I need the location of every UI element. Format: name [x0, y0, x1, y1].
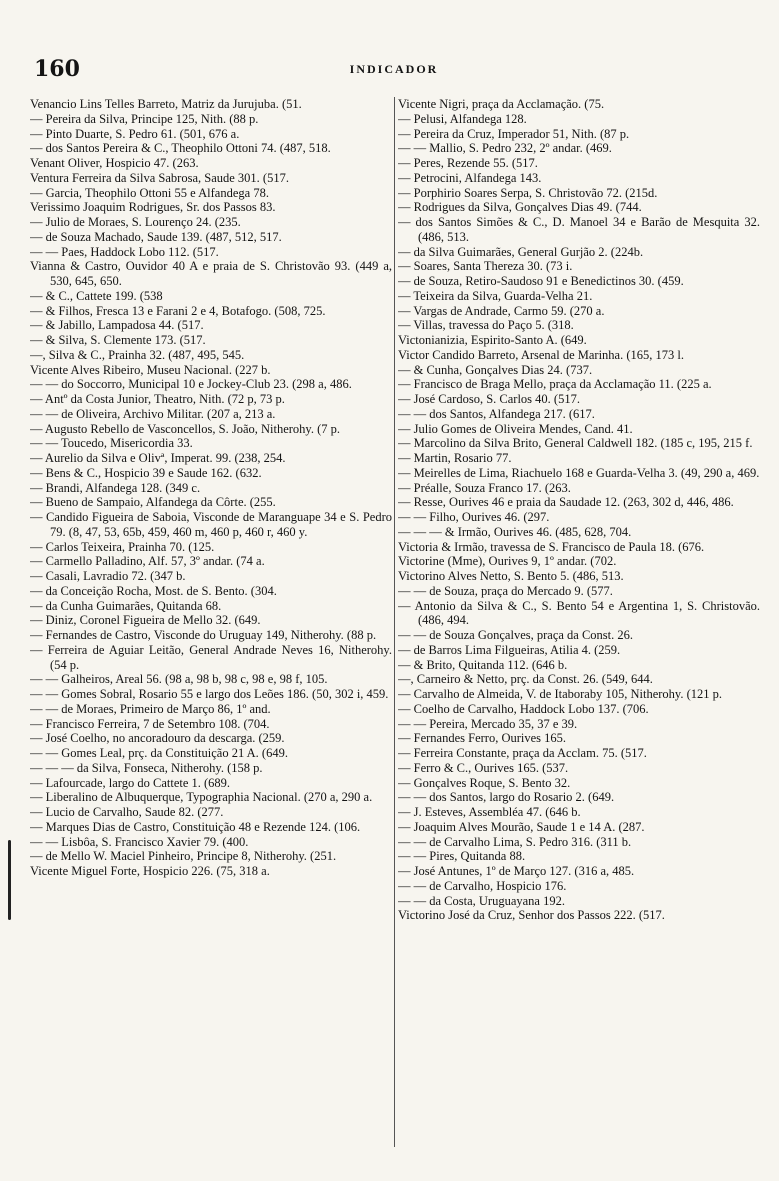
- directory-entry: — Meirelles de Lima, Riachuelo 168 e Guarda-Velha 3. (49, 290 a, 469.: [398, 465, 760, 480]
- directory-entry: — — Galheiros, Areal 56. (98 a, 98 b, 98 c, 98 e, 98 f, 105.: [30, 672, 328, 687]
- margin-bracket-mark: [8, 840, 11, 920]
- directory-entry: — & Cunha, Gonçalves Dias 24. (737.: [398, 362, 593, 377]
- directory-entry: — — de Souza Gonçalves, praça da Const. 26.: [398, 628, 634, 642]
- directory-entry: — — Mallio, S. Pedro 232, 2º andar. (469.: [398, 141, 612, 156]
- directory-entry: — Aurelio da Silva e Olivª, Imperat. 99. (238, 254.: [30, 451, 286, 465]
- directory-entry: — Lucio de Carvalho, Saude 82. (277.: [30, 805, 224, 819]
- directory-entry: — Casali, Lavradio 72. (347 b.: [30, 569, 186, 583]
- directory-entry: Vianna & Castro, Ouvidor 40 A e praia de S. Christovão 93. (449 a, 530, 645, 650.: [30, 259, 392, 288]
- directory-entry: — José Cardoso, S. Carlos 40. (517.: [398, 392, 580, 406]
- directory-columns: [30, 97, 760, 1157]
- directory-entry: Victorino José da Cruz, Senhor dos Passos 222. (517.: [398, 908, 665, 923]
- directory-entry: — José Antunes, 1º de Março 127. (316 a, 485.: [398, 864, 635, 878]
- directory-entry: — Marcolino da Silva Brito, General Caldwell 182. (185 c, 195, 215 f.: [398, 436, 753, 451]
- directory-entry: — Villas, travessa do Paço 5. (318.: [398, 318, 574, 333]
- directory-entry: — dos Santos Simões & C., D. Manoel 34 e Barão de Mesquita 32. (486, 513.: [398, 215, 760, 244]
- directory-entry: — Ferro & C., Ourives 165. (537.: [398, 760, 569, 775]
- directory-entry: — Préalle, Souza Franco 17. (263.: [398, 480, 571, 495]
- directory-entry: — — Lisbôa, S. Francisco Xavier 79. (400.: [30, 834, 249, 849]
- directory-entry: Victonianizia, Espirito-Santo A. (649.: [398, 333, 587, 347]
- directory-entry: — Antº da Costa Junior, Theatro, Nith. (72 p, 73 p.: [30, 392, 285, 406]
- directory-entry: — Rodrigues da Silva, Gonçalves Dias 49. (744.: [398, 200, 642, 215]
- directory-entry: Vicente Miguel Forte, Hospicio 226. (75, 318 a.: [30, 864, 270, 878]
- column-divider: [394, 97, 395, 1147]
- directory-entry: Venancio Lins Telles Barreto, Matriz da Jurujuba. (51.: [30, 97, 302, 111]
- directory-entry: — — Pires, Quitanda 88.: [398, 849, 526, 864]
- directory-entry: — Martin, Rosario 77.: [398, 451, 512, 465]
- directory-entry: — Fernandes Ferro, Ourives 165.: [398, 731, 567, 746]
- directory-entry: — — do Soccorro, Municipal 10 e Jockey-Club 23. (298 a, 486.: [30, 377, 352, 392]
- directory-entry: Victorine (Mme), Ourives 9, 1º andar. (702.: [398, 554, 617, 569]
- running-head: INDICADOR: [349, 62, 439, 76]
- directory-entry: Victor Candido Barreto, Arsenal de Marinha. (165, 173 l.: [398, 347, 684, 362]
- directory-entry: — da Conceição Rocha, Most. de S. Bento. (304.: [30, 583, 277, 598]
- directory-entry: — — — da Silva, Fonseca, Nitherohy. (158 p.: [30, 760, 263, 775]
- directory-entry: — Ferreira de Aguiar Leitão, General Andrade Neves 16, Nitherohy. (54 p.: [30, 642, 392, 672]
- directory-entry: — — de Carvalho Lima, S. Pedro 316. (311 b.: [398, 834, 632, 849]
- directory-entry: — Francisco de Braga Mello, praça da Acclamação 11. (225 a.: [398, 377, 712, 392]
- page-number: 160: [34, 56, 80, 82]
- directory-entry: — & C., Cattete 199. (538: [30, 288, 163, 303]
- directory-entry: — da Cunha Guimarães, Quitanda 68.: [30, 598, 222, 613]
- directory-entry: —, Carneiro & Netto, prç. da Const. 26. (549, 644.: [398, 672, 653, 687]
- directory-entry: — & Jabillo, Lampadosa 44. (517.: [30, 318, 204, 333]
- directory-entry: — Soares, Santa Thereza 30. (73 i.: [398, 259, 573, 274]
- directory-entry: — Bens & C., Hospicio 39 e Saude 162. (632.: [30, 465, 262, 480]
- directory-entry: — Pinto Duarte, S. Pedro 61. (501, 676 a.: [30, 126, 240, 141]
- directory-entry: — Ferreira Constante, praça da Acclam. 75. (517.: [398, 746, 647, 760]
- directory-entry: — — dos Santos, Alfandega 217. (617.: [398, 406, 595, 421]
- directory-entry: — J. Esteves, Assembléa 47. (646 b.: [398, 805, 581, 819]
- directory-entry: Venant Oliver, Hospicio 47. (263.: [30, 156, 199, 170]
- directory-entry: — Garcia, Theophilo Ottoni 55 e Alfandega 78.: [30, 185, 269, 200]
- directory-entry: — Carlos Teixeira, Prainha 70. (125.: [30, 539, 215, 554]
- directory-entry: — — Gomes Sobral, Rosario 55 e largo dos Leões 186. (50, 302 i, 459.: [30, 687, 389, 701]
- directory-entry: — — de Souza, praça do Mercado 9. (577.: [398, 583, 613, 598]
- directory-entry: — Resse, Ourives 46 e praia da Saudade 12. (263, 302 d, 446, 486.: [398, 495, 734, 510]
- directory-entry: — — de Oliveira, Archivo Militar. (207 a, 213 a.: [30, 406, 276, 421]
- directory-entry: — — Toucedo, Misericordia 33.: [30, 436, 193, 451]
- directory-entry: — dos Santos Pereira & C., Theophilo Ottoni 74. (487, 518.: [30, 141, 331, 156]
- directory-entry: — de Mello W. Maciel Pinheiro, Principe 8, Nitherohy. (251.: [30, 849, 337, 864]
- directory-entry: — — da Costa, Uruguayana 192.: [398, 893, 565, 908]
- directory-entry: — da Silva Guimarães, General Gurjão 2. (224b.: [398, 244, 644, 259]
- directory-entry: — Augusto Rebello de Vasconcellos, S. João, Nitherohy. (7 p.: [30, 421, 341, 436]
- directory-entry: — Carmello Palladino, Alf. 57, 3º andar. (74 a.: [30, 554, 265, 569]
- directory-entry: — Pelusi, Alfandega 128.: [398, 111, 527, 126]
- directory-entry: — Fernandes de Castro, Visconde do Uruguay 149, Nitherohy. (88 p.: [30, 628, 377, 642]
- directory-entry: — José Coelho, no ancoradouro da descarga. (259.: [30, 731, 285, 746]
- directory-entry: — & Filhos, Fresca 13 e Farani 2 e 4, Botafogo. (508, 725.: [30, 303, 326, 318]
- directory-entry: — & Brito, Quitanda 112. (646 b.: [398, 657, 568, 672]
- directory-entry: — Bueno de Sampaio, Alfandega da Côrte. (255.: [30, 495, 276, 510]
- directory-entry: — Francisco Ferreira, 7 de Setembro 108. (704.: [30, 716, 270, 731]
- directory-entry: — Pereira da Silva, Principe 125, Nith. (88 p.: [30, 111, 259, 126]
- directory-entry: — — Pereira, Mercado 35, 37 e 39.: [398, 716, 578, 731]
- directory-entry: — de Barros Lima Filgueiras, Atilia 4. (259.: [398, 642, 621, 657]
- directory-entry: Vicente Nigri, praça da Acclamação. (75.: [398, 97, 605, 111]
- directory-entry: — Candido Figueira de Saboia, Visconde de Maranguape 34 e S. Pedro 79. (8, 47, 53, 65b, 459, 460 m, 460 p, 460 r, 460 y.: [30, 510, 392, 539]
- directory-entry: — Porphirio Soares Serpa, S. Christovão 72. (215d.: [398, 185, 658, 200]
- directory-entry: —, Silva & C., Prainha 32. (487, 495, 545.: [30, 347, 245, 362]
- directory-entry: — Carvalho de Almeida, V. de Itaboraby 105, Nitherohy. (121 p.: [398, 687, 723, 701]
- directory-entry: — Coelho de Carvalho, Haddock Lobo 137. (706.: [398, 701, 649, 716]
- directory-entry: Verissimo Joaquim Rodrigues, Sr. dos Passos 83.: [30, 200, 276, 215]
- directory-entry: — & Silva, S. Clemente 173. (517.: [30, 333, 206, 347]
- directory-entry: — — Paes, Haddock Lobo 112. (517.: [30, 244, 219, 259]
- directory-entry: — Lafourcade, largo do Cattete 1. (689.: [30, 775, 231, 790]
- directory-entry: — — Filho, Ourives 46. (297.: [398, 510, 550, 524]
- directory-entry: — — — & Irmão, Ourives 46. (485, 628, 704.: [398, 524, 632, 539]
- directory-entry: — — Gomes Leal, prç. da Constituição 21 A. (649.: [30, 746, 288, 760]
- right-column: [398, 97, 760, 1157]
- directory-entry: — Antonio da Silva & C., S. Bento 54 e Argentina 1, S. Christovão. (486, 494.: [398, 598, 760, 628]
- directory-entry: — Teixeira da Silva, Guarda-Velha 21.: [398, 288, 593, 303]
- directory-entry: — Vargas de Andrade, Carmo 59. (270 a.: [398, 303, 605, 318]
- directory-entry: Victorino Alves Netto, S. Bento 5. (486, 513.: [398, 569, 624, 583]
- directory-entry: — de Souza Machado, Saude 139. (487, 512, 517.: [30, 229, 282, 244]
- directory-entry: — Diniz, Coronel Figueira de Mello 32. (649.: [30, 613, 261, 628]
- directory-entry: — Julio de Moraes, S. Lourenço 24. (235.: [30, 215, 241, 229]
- directory-entry: Victoria & Irmão, travessa de S. Francisco de Paula 18. (676.: [398, 539, 705, 554]
- directory-entry: Vicente Alves Ribeiro, Museu Nacional. (227 b.: [30, 362, 271, 377]
- page-header: [34, 56, 754, 86]
- directory-entry: — de Souza, Retiro-Saudoso 91 e Benedictinos 30. (459.: [398, 274, 684, 288]
- directory-entry: — — de Moraes, Primeiro de Março 86, 1º and.: [30, 701, 271, 716]
- directory-entry: — Liberalino de Albuquerque, Typographia Nacional. (270 a, 290 a.: [30, 790, 373, 805]
- left-column: [30, 97, 392, 1157]
- directory-entry: — Marques Dias de Castro, Constituição 48 e Rezende 124. (106.: [30, 819, 361, 834]
- directory-entry: — Joaquim Alves Mourão, Saude 1 e 14 A. (287.: [398, 819, 645, 834]
- directory-entry: — Gonçalves Roque, S. Bento 32.: [398, 775, 571, 790]
- directory-entry: — Petrocini, Alfandega 143.: [398, 170, 542, 185]
- directory-entry: — Julio Gomes de Oliveira Mendes, Cand. 41.: [398, 421, 633, 436]
- directory-entry: — — de Carvalho, Hospicio 176.: [398, 878, 567, 893]
- directory-entry: — — dos Santos, largo do Rosario 2. (649.: [398, 790, 615, 805]
- directory-entry: — Pereira da Cruz, Imperador 51, Nith. (87 p.: [398, 126, 630, 141]
- directory-entry: — Brandi, Alfandega 128. (349 c.: [30, 480, 201, 495]
- directory-entry: — Peres, Rezende 55. (517.: [398, 156, 538, 170]
- directory-entry: Ventura Ferreira da Silva Sabrosa, Saude 301. (517.: [30, 170, 289, 185]
